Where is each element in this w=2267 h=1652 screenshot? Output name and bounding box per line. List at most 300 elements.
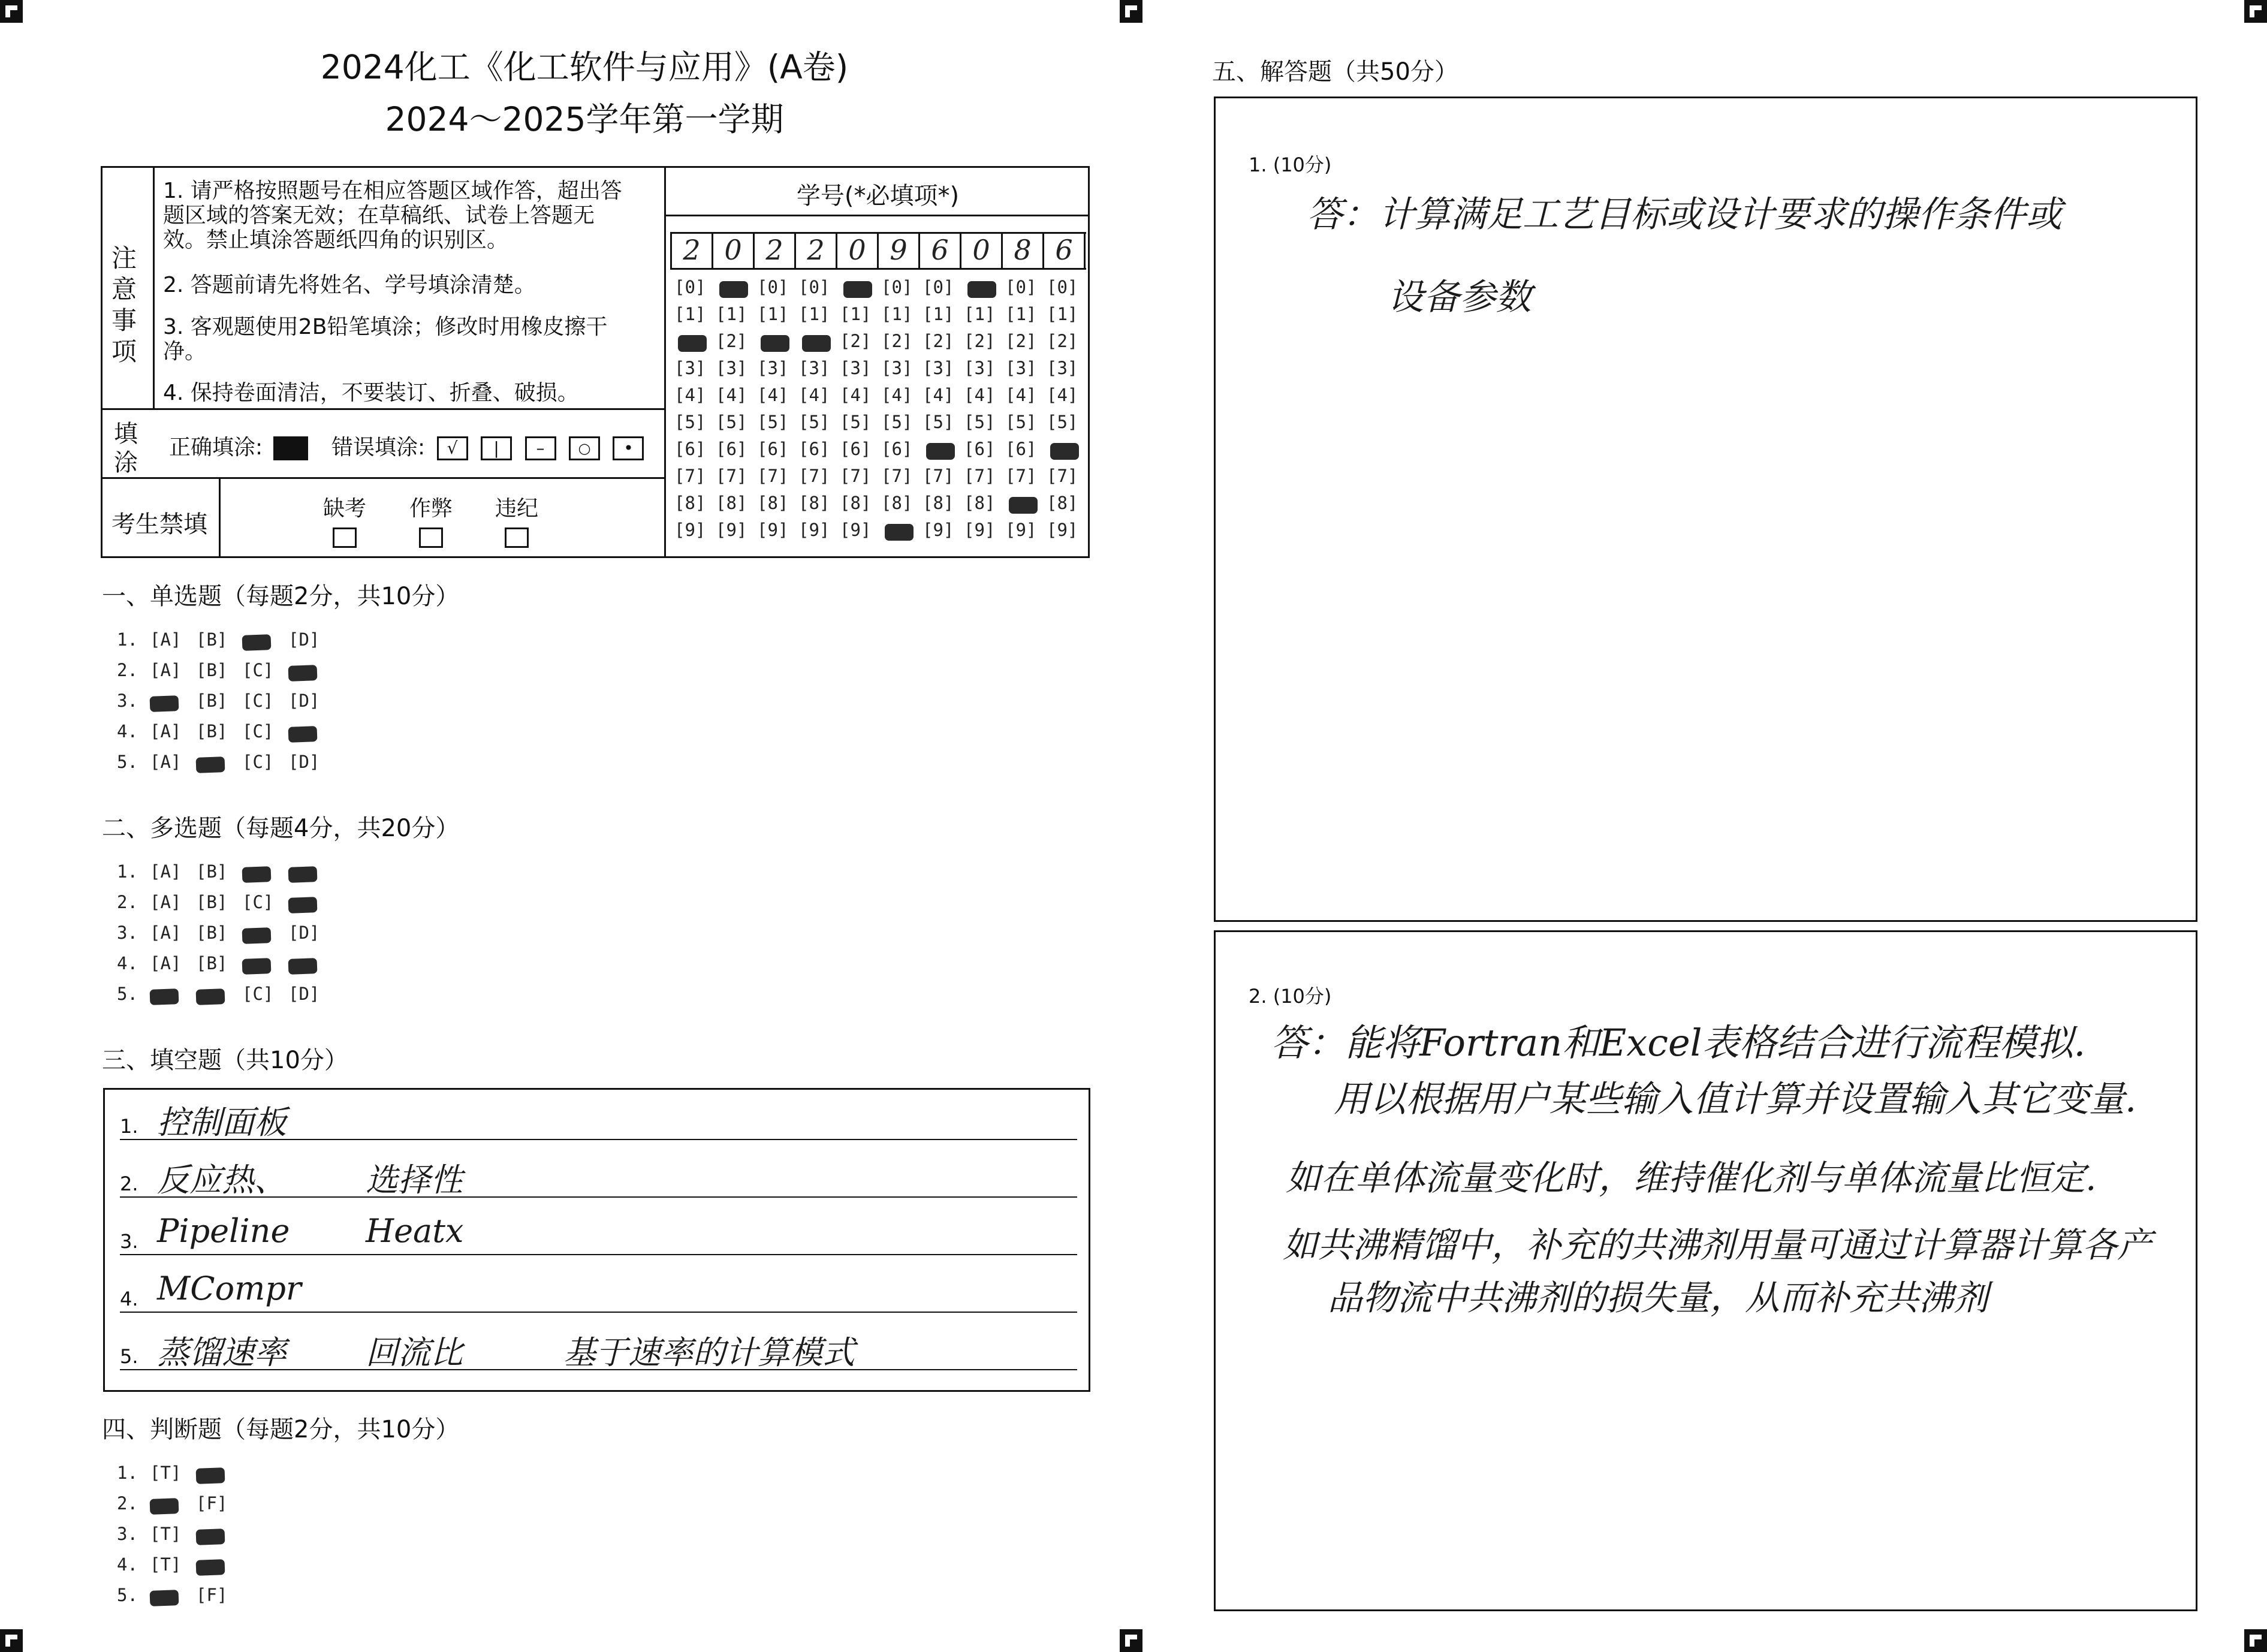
bubble-label: [4] xyxy=(923,385,954,405)
bubble-label: [A] xyxy=(150,660,182,680)
answer-bubble-c[interactable] xyxy=(242,861,284,883)
student-id-bubble[interactable] xyxy=(757,493,794,514)
answer-bubble-f[interactable] xyxy=(196,1524,237,1545)
student-id-digit: 0 xyxy=(837,232,879,268)
student-id-bubble[interactable] xyxy=(881,358,918,379)
student-id-bubble[interactable] xyxy=(716,439,753,460)
student-id-bubble[interactable] xyxy=(840,277,877,299)
student-id-bubble[interactable] xyxy=(716,304,753,325)
filled-mark xyxy=(242,958,272,975)
bubble-label: [0] xyxy=(881,277,913,297)
answer-bubble-a[interactable] xyxy=(150,629,191,651)
bubble-label: [8] xyxy=(840,493,872,513)
student-id-bubble[interactable] xyxy=(881,331,918,352)
student-id-bubble[interactable] xyxy=(716,466,753,487)
question-number: 2. xyxy=(117,1493,138,1514)
student-id-bubble[interactable] xyxy=(881,466,918,487)
essay-1-line-2: 设备参数 xyxy=(1388,276,1532,318)
student-id-bubble[interactable] xyxy=(674,466,712,487)
answer-bubble-c[interactable] xyxy=(242,984,284,1005)
student-id-bubble[interactable] xyxy=(798,466,836,487)
student-id-bubble[interactable] xyxy=(1047,493,1084,514)
bubble-label: [3] xyxy=(798,358,830,378)
bubble-label: [B] xyxy=(196,691,228,711)
student-id-bubble[interactable] xyxy=(923,331,960,352)
student-id-bubble[interactable] xyxy=(964,385,1001,406)
bubble-label: [1] xyxy=(674,304,706,324)
bubble-label: [C] xyxy=(242,691,274,711)
answer-bubble-c[interactable] xyxy=(242,660,284,682)
proctor-absent-checkbox[interactable] xyxy=(333,527,357,548)
fill-blank-title: 三、填空题（共10分） xyxy=(102,1047,348,1074)
bubble-label: [6] xyxy=(757,439,789,459)
bubble-label: [2] xyxy=(881,331,913,351)
student-id-bubble[interactable] xyxy=(964,466,1001,487)
question-number: 2. xyxy=(117,660,138,680)
corner-mark-top-middle xyxy=(1120,0,1142,23)
question-number: 1. xyxy=(117,629,138,650)
bubble-label: [8] xyxy=(674,493,706,513)
student-id-bubble[interactable] xyxy=(1005,304,1042,325)
notice-item-2: 2. 答题前请先将姓名、学号填涂清楚。 xyxy=(163,273,536,297)
student-id-bubble[interactable] xyxy=(923,277,960,299)
student-id-bubble[interactable] xyxy=(716,412,753,433)
single-choice-title: 一、单选题（每题2分，共10分） xyxy=(102,583,460,610)
student-id-bubble[interactable] xyxy=(1047,277,1084,299)
bubble-label: [D] xyxy=(288,923,320,943)
student-id-bubble[interactable] xyxy=(881,493,918,514)
student-id-bubble[interactable] xyxy=(964,520,1001,541)
answer-bubble-c[interactable] xyxy=(242,691,284,712)
bubble-label: [4] xyxy=(964,385,996,405)
answer-bubble-b[interactable] xyxy=(196,892,237,914)
bubble-label: [A] xyxy=(150,629,182,650)
wrong-fill-dot: • xyxy=(613,436,644,460)
student-id-bubble[interactable] xyxy=(923,304,960,325)
answer-bubble-b[interactable] xyxy=(196,752,237,773)
student-id-digit: 2 xyxy=(796,232,837,268)
answer-bubble-d[interactable] xyxy=(288,861,330,883)
fill-blank-number: 1. xyxy=(120,1115,138,1138)
answer-bubble-a[interactable] xyxy=(150,923,191,944)
bubble-label: [4] xyxy=(1005,385,1037,405)
bubble-label: [5] xyxy=(674,412,706,432)
answer-bubble-b[interactable] xyxy=(196,721,237,743)
student-id-bubble[interactable] xyxy=(964,277,1001,299)
fill-blank-number: 5. xyxy=(120,1345,138,1368)
student-id-bubble[interactable] xyxy=(798,304,836,325)
question-number: 5. xyxy=(117,1585,138,1605)
student-id-bubble[interactable] xyxy=(1005,439,1042,460)
bubble-label: [1] xyxy=(881,304,913,324)
answer-bubble-c[interactable] xyxy=(242,752,284,773)
bubble-label: [3] xyxy=(1047,358,1078,378)
bubble-label: [2] xyxy=(840,331,872,351)
student-id-bubble[interactable] xyxy=(840,385,877,406)
question-number: 5. xyxy=(117,984,138,1004)
fill-blank-answer: 基于速率的计算模式 xyxy=(563,1334,855,1371)
student-id-bubble[interactable] xyxy=(674,520,712,541)
notice-item-1: 1. 请严格按照题号在相应答题区域作答，超出答题区域的答案无效；在草稿纸、试卷上答题无效。禁止填涂答题纸四角的识别区。 xyxy=(163,179,622,252)
bubble-label: [8] xyxy=(757,493,789,513)
student-id-bubble[interactable] xyxy=(1047,304,1084,325)
bubble-label: [B] xyxy=(196,953,228,973)
bubble-label: [2] xyxy=(1005,331,1037,351)
filled-mark xyxy=(288,726,318,743)
bubble-label: [7] xyxy=(1047,466,1078,486)
bubble-label: [A] xyxy=(150,861,182,882)
answer-bubble-a[interactable] xyxy=(150,721,191,743)
student-id-bubble[interactable] xyxy=(674,412,712,433)
student-id-bubble[interactable] xyxy=(840,331,877,352)
bubble-label: [9] xyxy=(798,520,830,540)
student-id-bubble[interactable] xyxy=(923,358,960,379)
bubble-label: [T] xyxy=(150,1524,182,1544)
filled-mark xyxy=(761,335,789,352)
student-id-bubble[interactable] xyxy=(757,412,794,433)
student-id-bubble[interactable] xyxy=(923,385,960,406)
notice-label: 注意事项 xyxy=(111,243,137,366)
student-id-bubble[interactable] xyxy=(1047,331,1084,352)
student-id-bubble[interactable] xyxy=(840,439,877,460)
bubble-label: [1] xyxy=(923,304,954,324)
fill-blank-answer: 回流比 xyxy=(366,1334,463,1371)
bubble-label: [5] xyxy=(1047,412,1078,432)
answer-bubble-d[interactable] xyxy=(288,953,330,975)
answer-bubble-f[interactable] xyxy=(196,1554,237,1576)
student-id-bubble[interactable] xyxy=(923,520,960,541)
student-id-bubble[interactable] xyxy=(1005,277,1042,299)
student-id-bubble[interactable] xyxy=(674,358,712,379)
essay-1-label: 1. (10分) xyxy=(1249,153,1332,176)
student-id-bubble[interactable] xyxy=(1005,412,1042,433)
student-id-bubble[interactable] xyxy=(923,466,960,487)
bubble-label: [6] xyxy=(674,439,706,459)
essay-2-line-5: 品物流中共沸剂的损失量，从而补充共沸剂 xyxy=(1328,1277,1989,1318)
student-id-bubble[interactable] xyxy=(798,331,836,352)
student-id-bubble[interactable] xyxy=(840,358,877,379)
student-id-bubble[interactable] xyxy=(757,385,794,406)
answer-bubble-f[interactable] xyxy=(196,1463,237,1484)
answer-bubble-d[interactable] xyxy=(288,691,330,712)
bubble-label: [9] xyxy=(840,520,872,540)
answer-bubble-b[interactable] xyxy=(196,691,237,712)
student-id-bubble[interactable] xyxy=(881,520,918,541)
student-id-bubble[interactable] xyxy=(1047,412,1084,433)
filled-mark xyxy=(150,988,179,1005)
answer-bubble-t[interactable] xyxy=(150,1463,191,1484)
fill-blank-answer: Pipeline xyxy=(157,1212,290,1250)
bubble-label: [3] xyxy=(757,358,789,378)
student-id-bubble[interactable] xyxy=(1005,493,1042,514)
correct-fill-sample xyxy=(273,436,308,460)
wrong-fill-label: 错误填涂: xyxy=(331,435,426,460)
bubble-label: [3] xyxy=(923,358,954,378)
bubble-label: [B] xyxy=(196,629,228,650)
bubble-label: [3] xyxy=(964,358,996,378)
bubble-label: [7] xyxy=(840,466,872,486)
student-id-bubble[interactable] xyxy=(674,304,712,325)
answer-bubble-a[interactable] xyxy=(150,691,191,712)
answer-bubble-a[interactable] xyxy=(150,984,191,1005)
student-id-bubble[interactable] xyxy=(1047,520,1084,541)
student-id-bubble[interactable] xyxy=(798,385,836,406)
answer-bubble-a[interactable] xyxy=(150,861,191,883)
student-id-bubble[interactable] xyxy=(964,412,1001,433)
bubble-label: [0] xyxy=(798,277,830,297)
answer-bubble-b[interactable] xyxy=(196,629,237,651)
fill-instructions xyxy=(169,430,650,461)
student-id-label: 学号(*必填项*) xyxy=(796,182,960,210)
answer-bubble-d[interactable] xyxy=(288,752,330,773)
student-id-digit: 6 xyxy=(1044,232,1086,268)
answer-bubble-b[interactable] xyxy=(196,861,237,883)
notice-item-3: 3. 客观题使用2B铅笔填涂；修改时用橡皮擦干净。 xyxy=(163,315,608,364)
bubble-label: [A] xyxy=(150,953,182,973)
correct-fill-label: 正确填涂: xyxy=(169,435,263,460)
bubble-label: [B] xyxy=(196,923,228,943)
student-id-bubble[interactable] xyxy=(840,304,877,325)
question-number: 4. xyxy=(117,1554,138,1575)
bubble-label: [1] xyxy=(1047,304,1078,324)
filled-mark xyxy=(885,524,914,541)
bubble-label: [A] xyxy=(150,721,182,741)
judge-title: 四、判断题（每题2分，共10分） xyxy=(102,1416,460,1443)
bubble-label: [3] xyxy=(716,358,747,378)
student-id-bubble[interactable] xyxy=(1005,385,1042,406)
student-id-bubble[interactable] xyxy=(964,439,1001,460)
fill-blank-answer: 反应热、 xyxy=(157,1161,287,1199)
student-id-bubble[interactable] xyxy=(674,385,712,406)
essay-2-line-1: 答：能将Fortran和Excel表格结合进行流程模拟. xyxy=(1271,1021,2086,1065)
bubble-label: [6] xyxy=(881,439,913,459)
wrong-fill-dash: – xyxy=(525,436,556,460)
bubble-label: [C] xyxy=(242,660,274,680)
answer-bubble-t[interactable] xyxy=(150,1585,191,1606)
student-id-bubble[interactable] xyxy=(798,358,836,379)
wrong-fill-bar: | xyxy=(481,436,512,460)
question-number: 3. xyxy=(117,691,138,711)
essay-2-label: 2. (10分) xyxy=(1249,985,1332,1008)
student-id-bubble[interactable] xyxy=(757,358,794,379)
answer-bubble-d[interactable] xyxy=(288,984,330,1005)
student-id-bubble[interactable] xyxy=(674,331,712,352)
bubble-label: [4] xyxy=(881,385,913,405)
answer-bubble-d[interactable] xyxy=(288,923,330,944)
student-id-bubble[interactable] xyxy=(840,412,877,433)
student-id-bubble[interactable] xyxy=(923,412,960,433)
answer-bubble-f[interactable] xyxy=(196,1585,237,1606)
bubble-label: [6] xyxy=(964,439,996,459)
student-id-bubble[interactable] xyxy=(757,304,794,325)
fill-blank-answer: Heatx xyxy=(366,1212,464,1250)
bubble-label: [3] xyxy=(1005,358,1037,378)
bubble-label: [T] xyxy=(150,1554,182,1575)
student-id-bubble[interactable] xyxy=(923,439,960,460)
bubble-label: [2] xyxy=(923,331,954,351)
filled-mark xyxy=(196,756,225,773)
answer-bubble-t[interactable] xyxy=(150,1493,191,1515)
answer-bubble-c[interactable] xyxy=(242,629,284,651)
bubble-label: [9] xyxy=(964,520,996,540)
answer-bubble-t[interactable] xyxy=(150,1554,191,1576)
filled-mark xyxy=(196,1559,225,1576)
student-id-bubble[interactable] xyxy=(798,439,836,460)
answer-bubble-d[interactable] xyxy=(288,892,330,914)
student-id-bubble[interactable] xyxy=(798,520,836,541)
bubble-label: [C] xyxy=(242,892,274,912)
student-id-bubble[interactable] xyxy=(757,520,794,541)
answer-bubble-c[interactable] xyxy=(242,923,284,944)
answer-bubble-b[interactable] xyxy=(196,923,237,944)
multi-choice-title: 二、多选题（每题4分，共20分） xyxy=(102,815,460,842)
answer-bubble-c[interactable] xyxy=(242,953,284,975)
bubble-label: [6] xyxy=(798,439,830,459)
proctor-cheat-checkbox[interactable] xyxy=(419,527,443,548)
student-id-bubble[interactable] xyxy=(964,493,1001,514)
filled-mark xyxy=(150,695,179,712)
student-id-bubble[interactable] xyxy=(1047,466,1084,487)
student-id-bubble[interactable] xyxy=(798,493,836,514)
answer-bubble-a[interactable] xyxy=(150,752,191,773)
student-id-bubble[interactable] xyxy=(757,331,794,352)
bubble-label: [5] xyxy=(923,412,954,432)
bubble-label: [C] xyxy=(242,752,274,772)
filled-mark xyxy=(802,335,831,352)
bubble-label: [4] xyxy=(757,385,789,405)
corner-mark-bottom-middle xyxy=(1120,1629,1142,1652)
answer-bubble-a[interactable] xyxy=(150,660,191,682)
student-id-bubble[interactable] xyxy=(716,385,753,406)
student-id-digit: 0 xyxy=(713,232,755,268)
student-id-bubble[interactable] xyxy=(840,520,877,541)
student-id-bubble[interactable] xyxy=(840,493,877,514)
student-id-bubble[interactable] xyxy=(964,358,1001,379)
student-id-bubble[interactable] xyxy=(1047,358,1084,379)
filled-mark xyxy=(288,897,318,914)
bubble-label: [7] xyxy=(757,466,789,486)
student-id-bubble[interactable] xyxy=(1005,466,1042,487)
student-id-bubble[interactable] xyxy=(757,439,794,460)
bubble-label: [9] xyxy=(716,520,747,540)
bubble-label: [5] xyxy=(798,412,830,432)
bubble-label: [5] xyxy=(881,412,913,432)
bubble-label: [D] xyxy=(288,629,320,650)
student-id-digit: 2 xyxy=(755,232,796,268)
student-id-digit: 2 xyxy=(672,232,713,268)
question-number: 3. xyxy=(117,923,138,943)
student-id-bubble[interactable] xyxy=(716,331,753,352)
question-number: 4. xyxy=(117,721,138,741)
wrong-fill-circle: ○ xyxy=(569,436,600,460)
bubble-label: [4] xyxy=(840,385,872,405)
student-id-bubble[interactable] xyxy=(1005,358,1042,379)
student-id-bubble[interactable] xyxy=(798,412,836,433)
filled-mark xyxy=(196,1529,225,1545)
answer-bubble-f[interactable] xyxy=(196,1493,237,1515)
student-id-bubble[interactable] xyxy=(757,277,794,299)
student-id-bubble[interactable] xyxy=(716,277,753,299)
student-id-bubble[interactable] xyxy=(1047,385,1084,406)
bubble-label: [0] xyxy=(923,277,954,297)
bubble-label: [C] xyxy=(242,721,274,741)
bubble-label: [C] xyxy=(242,984,274,1004)
bubble-label: [8] xyxy=(881,493,913,513)
bubble-label: [3] xyxy=(840,358,872,378)
bubble-label: [9] xyxy=(1005,520,1037,540)
proctor-discipline-checkbox[interactable] xyxy=(505,527,529,548)
wrong-fill-check: √ xyxy=(437,436,468,460)
answer-bubble-c[interactable] xyxy=(242,892,284,914)
student-id-bubble[interactable] xyxy=(964,304,1001,325)
filled-mark xyxy=(843,281,872,298)
student-id-bubble[interactable] xyxy=(716,520,753,541)
bubble-label: [7] xyxy=(716,466,747,486)
student-id-bubble[interactable] xyxy=(716,493,753,514)
student-id-bubble[interactable] xyxy=(881,439,918,460)
bubble-label: [0] xyxy=(1047,277,1078,297)
student-id-bubble[interactable] xyxy=(674,439,712,460)
bubble-label: [5] xyxy=(757,412,789,432)
bubble-label: [4] xyxy=(1047,385,1078,405)
bubble-label: [2] xyxy=(964,331,996,351)
student-id-bubble[interactable] xyxy=(881,277,918,299)
answer-bubble-d[interactable] xyxy=(288,721,330,743)
bubble-label: [3] xyxy=(881,358,913,378)
proctor-option-discipline: 违纪 xyxy=(493,492,540,548)
answer-line xyxy=(120,1254,1077,1255)
answer-bubble-a[interactable] xyxy=(150,953,191,975)
bubble-label: [8] xyxy=(964,493,996,513)
answer-bubble-d[interactable] xyxy=(288,660,330,682)
answer-bubble-b[interactable] xyxy=(196,953,237,975)
student-id-bubble[interactable] xyxy=(757,466,794,487)
answer-bubble-a[interactable] xyxy=(150,892,191,914)
student-id-bubble[interactable] xyxy=(881,385,918,406)
student-id-digit: 0 xyxy=(961,232,1003,268)
student-id-bubble[interactable] xyxy=(674,493,712,514)
essay-2-line-3: 如在单体流量变化时，维持催化剂与单体流量比恒定. xyxy=(1286,1157,2097,1198)
bubble-label: [5] xyxy=(1005,412,1037,432)
student-id-bubble[interactable] xyxy=(840,466,877,487)
student-id-bubble[interactable] xyxy=(1005,331,1042,352)
student-id-bubble[interactable] xyxy=(1047,439,1084,460)
answer-bubble-c[interactable] xyxy=(242,721,284,743)
student-id-bubble[interactable] xyxy=(881,304,918,325)
bubble-label: [5] xyxy=(840,412,872,432)
student-id-bubble[interactable] xyxy=(923,493,960,514)
bubble-label: [9] xyxy=(1047,520,1078,540)
bubble-label: [D] xyxy=(288,691,320,711)
bubble-label: [7] xyxy=(881,466,913,486)
filled-mark xyxy=(242,927,272,944)
student-id-bubble[interactable] xyxy=(716,358,753,379)
answer-bubble-d[interactable] xyxy=(288,629,330,651)
student-id-bubble[interactable] xyxy=(674,277,712,299)
answer-bubble-b[interactable] xyxy=(196,660,237,682)
student-id-bubble[interactable] xyxy=(964,331,1001,352)
corner-mark-bottom-right xyxy=(2244,1629,2267,1652)
proctor-label: 考生禁填 xyxy=(111,511,207,538)
answer-bubble-t[interactable] xyxy=(150,1524,191,1545)
student-id-bubble[interactable] xyxy=(1005,520,1042,541)
student-id-bubble[interactable] xyxy=(798,277,836,299)
student-id-bubble[interactable] xyxy=(881,412,918,433)
bubble-label: [4] xyxy=(674,385,706,405)
question-number: 5. xyxy=(117,752,138,772)
answer-bubble-b[interactable] xyxy=(196,984,237,1005)
bubble-label: [8] xyxy=(1047,493,1078,513)
